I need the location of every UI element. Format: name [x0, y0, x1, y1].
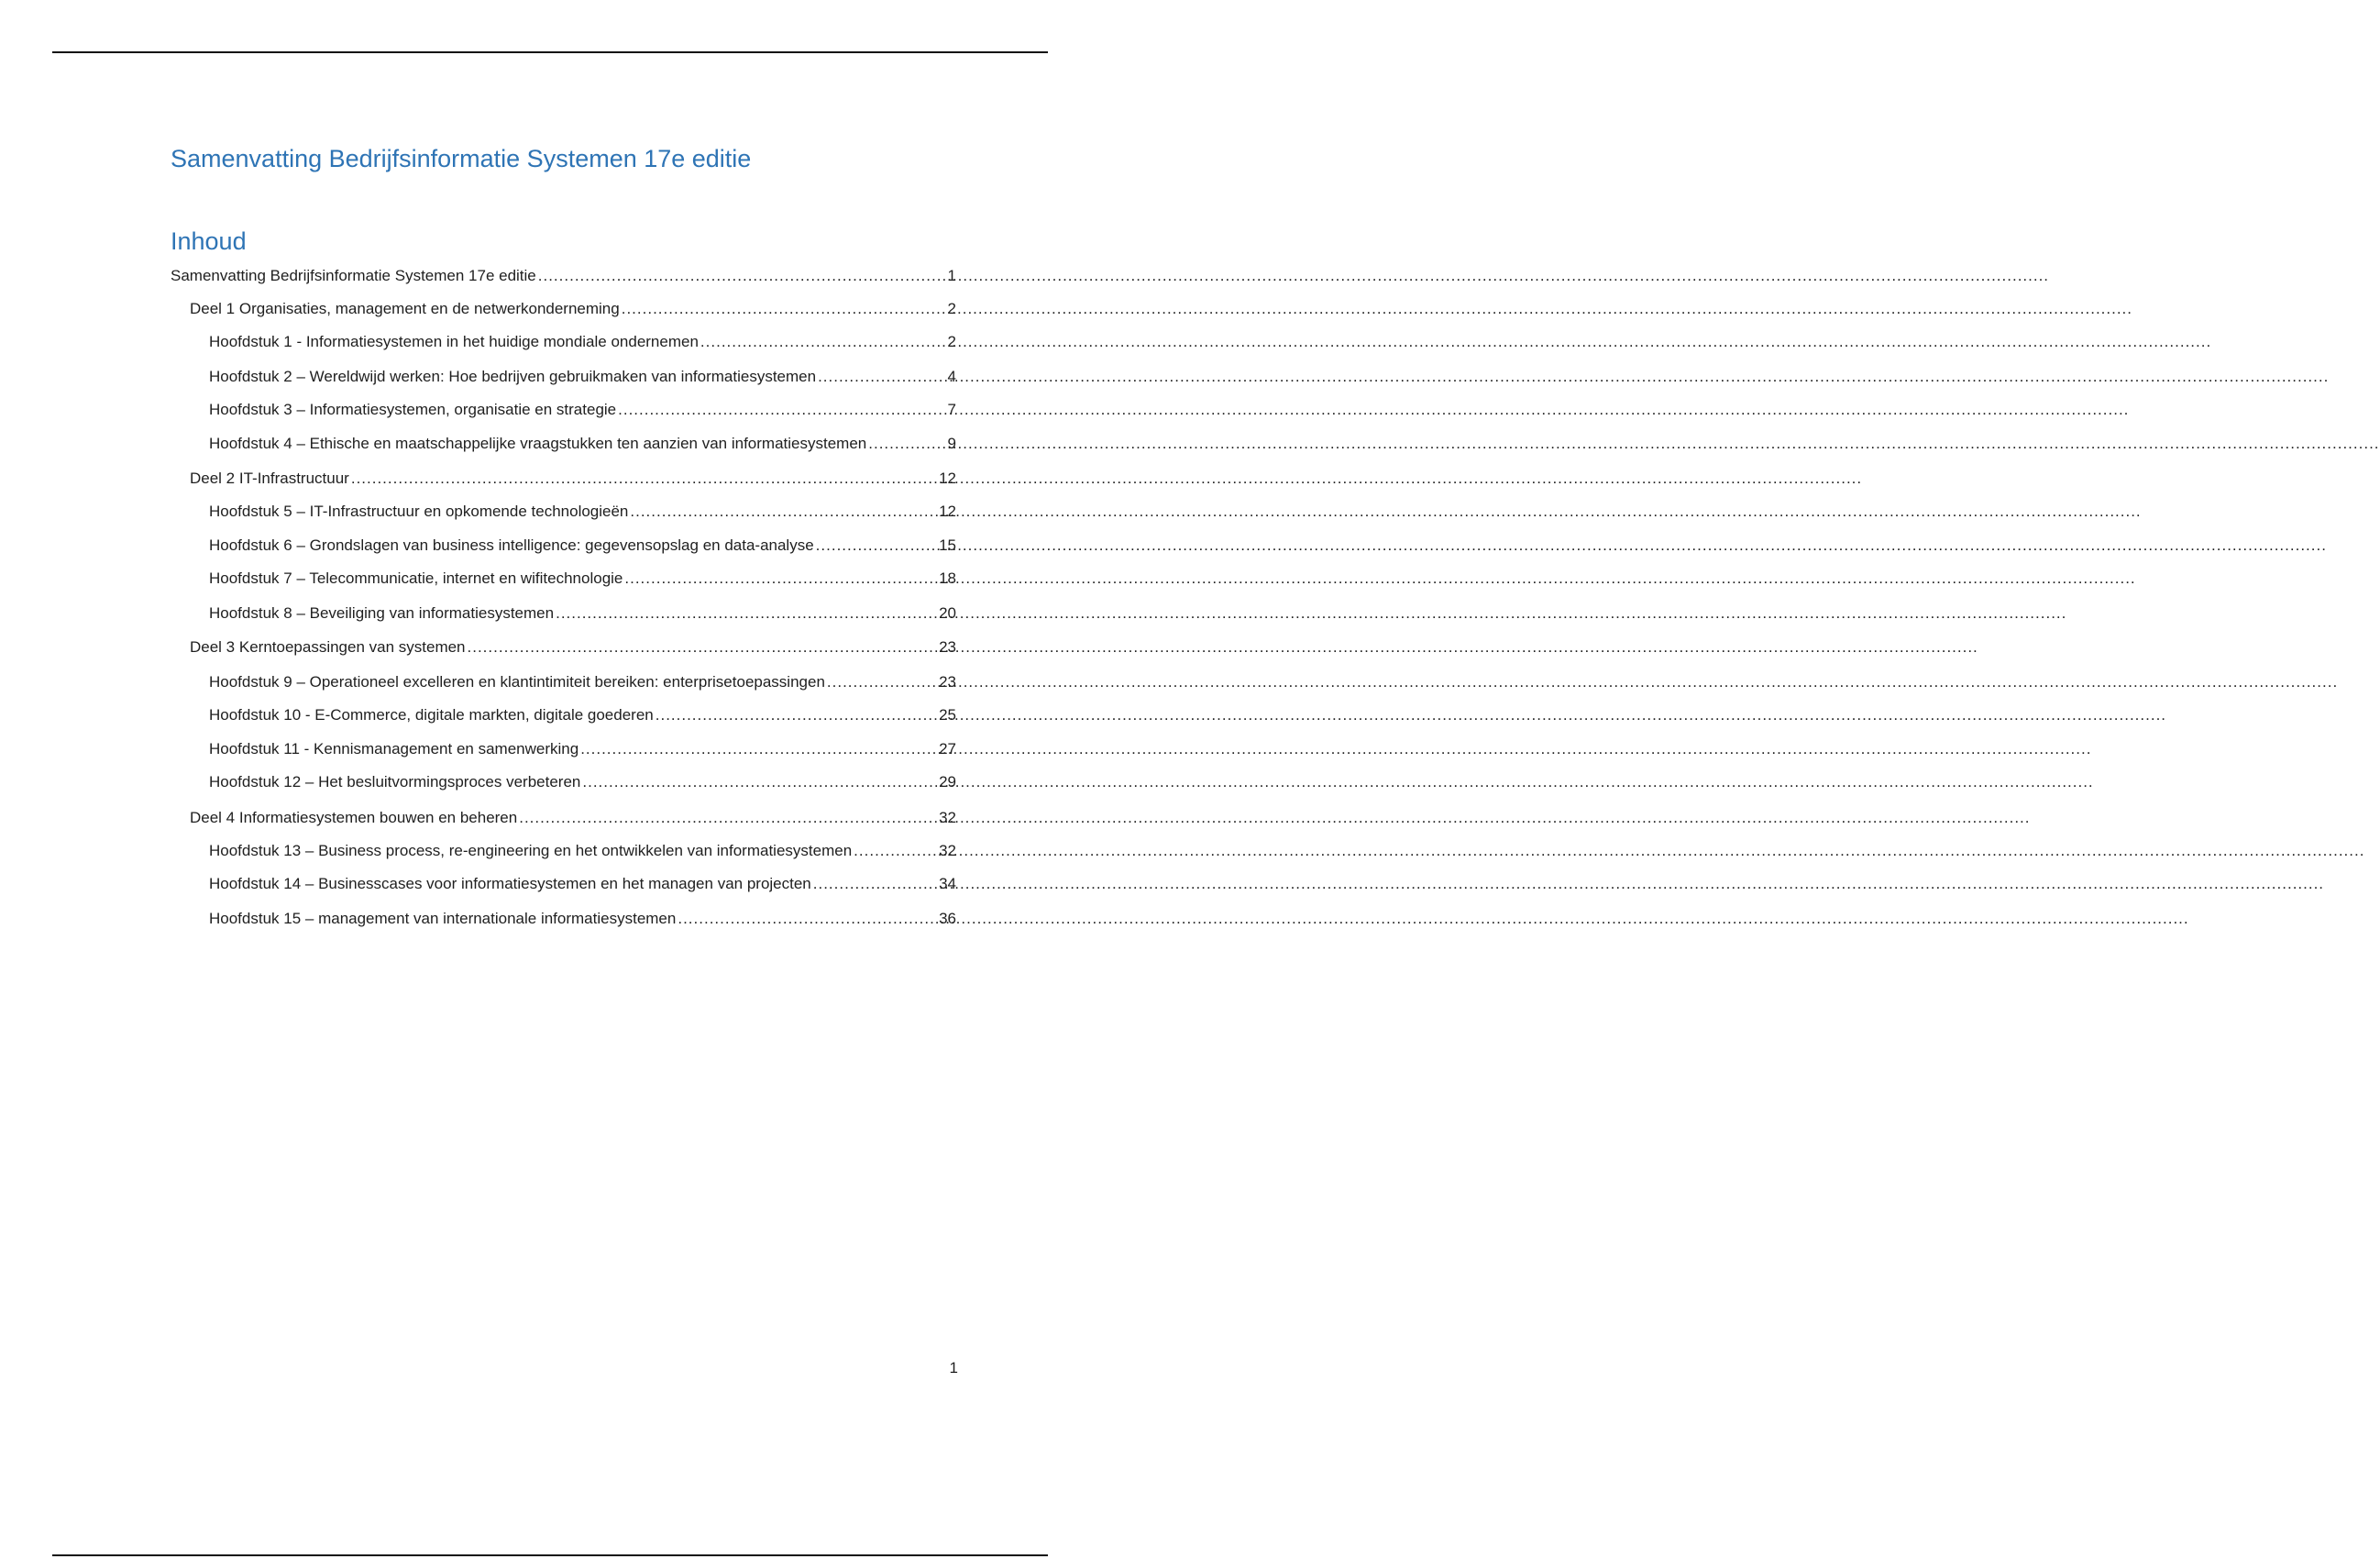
- toc-entry[interactable]: [209, 771, 956, 793]
- toc-entry[interactable]: [209, 908, 956, 930]
- dot-leader: [468, 636, 938, 658]
- dot-leader: [700, 331, 946, 353]
- toc-entry-page: 2: [947, 333, 956, 350]
- toc-entry[interactable]: [209, 501, 956, 523]
- toc-entry-title: Hoofdstuk 1 - Informatiesystemen in het huidige mondiale ondernemen: [209, 333, 699, 350]
- toc-entry-title: Hoofdstuk 3 – Informatiesystemen, organisatie en strategie: [209, 401, 617, 418]
- toc-entry[interactable]: [209, 603, 956, 625]
- toc-entry[interactable]: [190, 807, 956, 829]
- toc-entry-title: Hoofdstuk 13 – Business process, re-engineering en het ontwikkelen van informatiesystemen: [209, 842, 853, 859]
- toc-entry[interactable]: [209, 738, 956, 760]
- toc-entry-title: Hoofdstuk 8 – Beveiliging van informatiesystemen: [209, 604, 555, 622]
- dot-leader: [854, 840, 937, 862]
- dot-leader: [630, 501, 937, 523]
- toc-entry-title: Hoofdstuk 4 – Ethische en maatschappelijke vraagstukken ten aanzien van informatiesystemen: [209, 435, 867, 452]
- toc-entry-title: Samenvatting Bedrijfsinformatie Systemen 17e editie: [171, 267, 536, 284]
- toc-entry-page: 12: [939, 503, 956, 520]
- dot-leader: [656, 704, 937, 726]
- dot-leader: [678, 908, 937, 930]
- toc-entry-page: 27: [939, 740, 956, 757]
- dot-leader: [868, 433, 945, 455]
- toc-entry-title: Hoofdstuk 2 – Wereldwijd werken: Hoe bedrijven gebruikmaken van informatiesystemen: [209, 368, 817, 385]
- toc-entry-page: 32: [939, 809, 956, 826]
- toc-entry-page: 36: [939, 910, 956, 927]
- toc-entry-page: 20: [939, 604, 956, 622]
- toc-entry[interactable]: [209, 433, 956, 455]
- toc-entry[interactable]: [209, 704, 956, 726]
- toc-entry-page: 7: [947, 401, 956, 418]
- toc-entry-title: Hoofdstuk 12 – Het besluitvormingsproces verbeteren: [209, 773, 581, 791]
- dot-leader: [519, 807, 937, 829]
- dot-leader: [580, 738, 937, 760]
- toc-entry-title: Deel 3 Kerntoepassingen van systemen: [190, 638, 466, 656]
- dot-leader: [556, 603, 937, 625]
- dot-leader: [818, 366, 945, 388]
- toc-entry-page: 15: [939, 536, 956, 554]
- dot-leader: [624, 568, 937, 590]
- toc-entry[interactable]: [209, 840, 956, 862]
- toc-entry[interactable]: [209, 366, 956, 388]
- toc-entry-page: 12: [939, 470, 956, 487]
- toc-entry-page: 4: [947, 368, 956, 385]
- toc-heading: Inhoud: [171, 227, 247, 255]
- dot-leader: [618, 399, 945, 421]
- toc-entry-title: Hoofdstuk 7 – Telecommunicatie, internet en wifitechnologie: [209, 569, 623, 587]
- toc-entry-page: 18: [939, 569, 956, 587]
- dot-leader: [538, 265, 946, 287]
- toc-entry[interactable]: [190, 636, 956, 658]
- toc-entry-page: 9: [947, 435, 956, 452]
- toc-entry-page: 29: [939, 773, 956, 791]
- toc-entry-page: 2: [947, 300, 956, 317]
- toc-entry[interactable]: [209, 399, 956, 421]
- page-number: 1: [949, 1359, 958, 1377]
- toc-entry[interactable]: [209, 535, 956, 557]
- bottom-rule: [52, 1554, 1048, 1556]
- toc-entry-page: 1: [947, 267, 956, 284]
- dot-leader: [622, 298, 946, 320]
- toc-entry[interactable]: [209, 331, 956, 353]
- toc-entry[interactable]: [190, 468, 956, 490]
- toc-entry[interactable]: [209, 568, 956, 590]
- toc-entry[interactable]: [171, 265, 956, 287]
- dot-leader: [351, 468, 937, 490]
- toc-entry-page: 34: [939, 875, 956, 892]
- toc-entry-title: Hoofdstuk 15 – management van internationale informatiesystemen: [209, 910, 677, 927]
- toc-entry-title: Deel 2 IT-Infrastructuur: [190, 470, 349, 487]
- toc-entry[interactable]: [209, 671, 956, 693]
- toc-entry[interactable]: [209, 873, 956, 895]
- dot-leader: [582, 771, 937, 793]
- toc-entry-title: Hoofdstuk 6 – Grondslagen van business intelligence: gegevensopslag en data-analyse: [209, 536, 814, 554]
- toc-entry-title: Hoofdstuk 5 – IT-Infrastructuur en opkomende technologieën: [209, 503, 629, 520]
- toc-entry-title: Hoofdstuk 9 – Operationeel excelleren en klantintimiteit bereiken: enterprisetoepassingen: [209, 673, 825, 691]
- toc-entry[interactable]: [190, 298, 956, 320]
- dot-leader: [813, 873, 937, 895]
- toc-entry-page: 25: [939, 706, 956, 724]
- toc-entry-title: Hoofdstuk 10 - E-Commerce, digitale markten, digitale goederen: [209, 706, 654, 724]
- toc-entry-page: 32: [939, 842, 956, 859]
- dot-leader: [827, 671, 937, 693]
- toc-entry-title: Deel 4 Informatiesystemen bouwen en beheren: [190, 809, 518, 826]
- toc-entry-title: Hoofdstuk 11 - Kennismanagement en samenwerking: [209, 740, 579, 757]
- toc-entry-page: 23: [939, 638, 956, 656]
- toc-entry-page: 23: [939, 673, 956, 691]
- dot-leader: [816, 535, 937, 557]
- document-title: Samenvatting Bedrijfsinformatie Systemen 17e editie: [171, 145, 752, 172]
- toc-entry-title: Hoofdstuk 14 – Businesscases voor informatiesystemen en het managen van projecten: [209, 875, 811, 892]
- table-of-contents: [171, 0, 956, 1009]
- toc-entry-title: Deel 1 Organisaties, management en de netwerkonderneming: [190, 300, 620, 317]
